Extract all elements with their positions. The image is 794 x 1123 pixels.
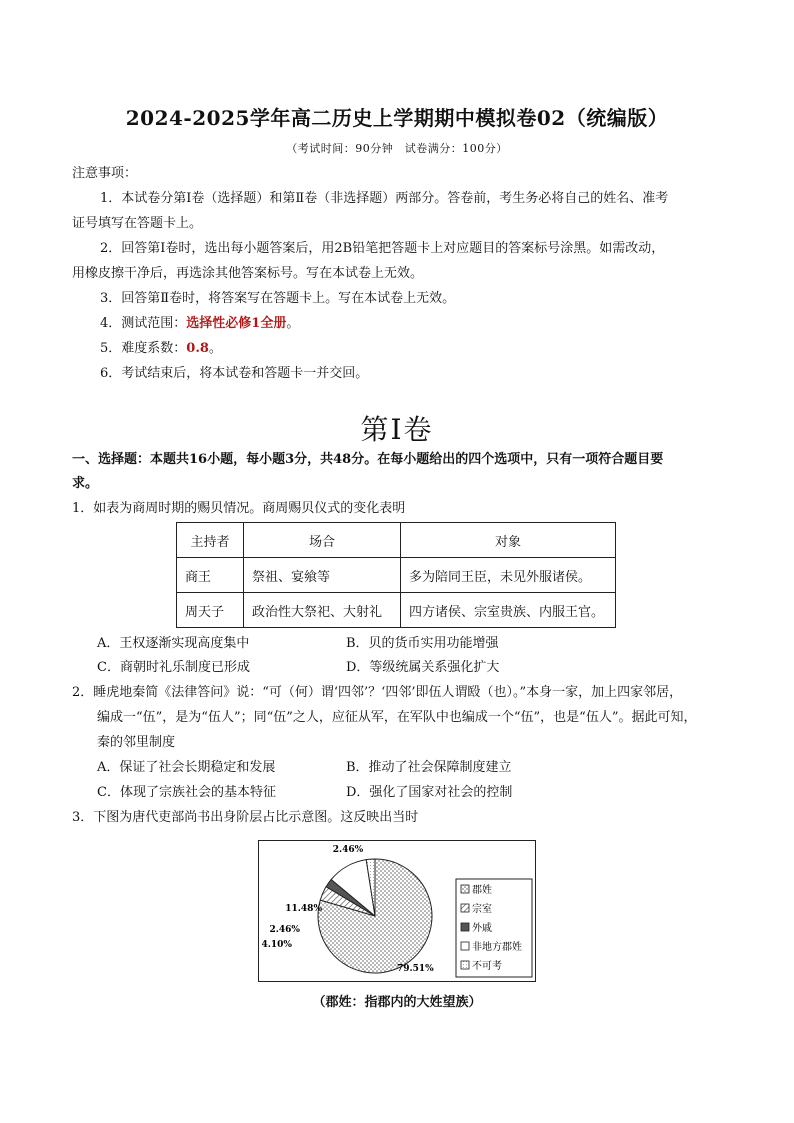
section-instruction-cont: 求。 [72, 476, 99, 491]
question-2-stem-cont: 秦的邻里制度 [97, 735, 176, 750]
question-2-option-a[interactable]: A．保证了社会长期稳定和发展 [97, 760, 276, 775]
table-row [177, 593, 616, 628]
legend-swatch-2 [461, 904, 469, 912]
pie-label-4: 11.48% [285, 904, 322, 914]
section-instruction: 一、选择题：本题共16小题，每小题3分，共48分。在每小题给出的四个选项中，只有一项符合题目要 [72, 452, 664, 467]
notice-item-4-prefix: 4．测试范围： [100, 316, 187, 331]
question-2-option-b[interactable]: B．推动了社会保障制度建立 [346, 760, 512, 775]
legend-label-2: 宗室 [472, 904, 492, 915]
table-cell: 四方诸侯、宗室贵族、内服王官。 [401, 593, 616, 628]
table-cell: 政治性大祭祀、大射礼 [244, 593, 401, 628]
table-cell: 多为陪同王臣，未见外服诸侯。 [401, 558, 616, 593]
notice-item-5-prefix: 5．难度系数： [100, 341, 187, 356]
table-cell: 周天子 [177, 593, 244, 628]
question-1-stem: 1．如表为商周时期的赐贝情况。商周赐贝仪式的变化表明 [72, 501, 406, 516]
notice-item-2-cont: 用橡皮擦干净后，再选涂其他答案标号。写在本试卷上无效。 [72, 266, 424, 281]
question-1-option-b[interactable]: B．贝的货币实用功能增强 [346, 636, 499, 651]
legend-swatch-5 [461, 961, 469, 969]
legend-swatch-3 [461, 923, 469, 931]
table-row [177, 558, 616, 593]
pie-chart [258, 840, 536, 982]
exam-meta: （考试时间：90分钟 试卷满分：100分） [286, 142, 508, 155]
legend-label-3: 外戚 [472, 923, 492, 934]
pie-label-5: 2.46% [332, 845, 364, 855]
table-cell: 商王 [177, 558, 244, 593]
table-header-cell: 对象 [401, 523, 616, 558]
legend-swatch-1 [461, 885, 469, 893]
legend-label-5: 不可考 [472, 961, 502, 972]
notice-item-6: 6．考试结束后，将本试卷和答题卡一并交回。 [100, 366, 369, 381]
legend-label-1: 郡姓 [472, 885, 492, 896]
question-1-table [176, 522, 616, 628]
pie-label-1: 79.51% [397, 964, 434, 974]
pie-label-2: 4.10% [261, 940, 292, 950]
question-3-stem: 3．下图为唐代吏部尚书出身阶层占比示意图。这反映出当时 [72, 810, 419, 825]
section-title: 第Ⅰ卷 [360, 413, 434, 446]
question-1-option-a[interactable]: A．王权逐渐实现高度集中 [97, 636, 250, 651]
question-2-stem: 2．睡虎地秦简《法律答问》说：“可（何）谓‘四邻’？‘四邻’即伍人谓殹（也）。”本身一家，加上四家邻居， [72, 685, 683, 700]
question-2-stem-cont: 编成一“伍”，是为“伍人”；同“伍”之人，应征从军，在军队中也编成一个“伍”，也是“伍人”。据此可知， [97, 710, 697, 725]
legend-label-4: 非地方郡姓 [472, 942, 522, 953]
table-header-cell: 场合 [244, 523, 401, 558]
question-1-option-c[interactable]: C．商朝时礼乐制度已形成 [97, 660, 250, 675]
table-cell: 祭祖、宴飨等 [244, 558, 401, 593]
notice-item-5-suffix: 。 [208, 341, 222, 356]
pie-label-3: 2.46% [269, 925, 300, 935]
question-2-option-c[interactable]: C．体现了宗族社会的基本特征 [97, 785, 276, 800]
notice-item-2: 2．回答第Ⅰ卷时，选出每小题答案后，用2B铅笔把答题卡上对应题目的答案标号涂黑。如需改动， [100, 241, 665, 256]
table-header-row [177, 523, 616, 558]
notice-item-1: 1．本试卷分第Ⅰ卷（选择题）和第Ⅱ卷（非选择题）两部分。答卷前，考生务必将自己的姓名、准考 [100, 191, 669, 206]
page-title: 2024-2025学年高二历史上学期期中模拟卷02（统编版） [125, 106, 669, 130]
notice-heading: 注意事项： [72, 166, 138, 181]
test-scope: 选择性必修1全册 [186, 316, 287, 331]
difficulty-coefficient: 0.8 [186, 341, 209, 356]
notice-item-5 [100, 340, 222, 358]
notice-item-1-cont: 证号填写在答题卡上。 [72, 216, 203, 231]
table-header-cell: 主持者 [177, 523, 244, 558]
notice-item-4 [100, 315, 299, 333]
notice-item-3: 3．回答第Ⅱ卷时，将答案写在答题卡上。写在本试卷上无效。 [100, 291, 456, 306]
question-3-caption: （郡姓：指郡内的大姓望族） [312, 995, 482, 1010]
legend-swatch-4 [461, 942, 469, 950]
question-1-option-d[interactable]: D．等级统属关系强化扩大 [346, 660, 500, 675]
notice-item-4-suffix: 。 [286, 316, 300, 331]
question-2-option-d[interactable]: D．强化了国家对社会的控制 [346, 785, 513, 800]
